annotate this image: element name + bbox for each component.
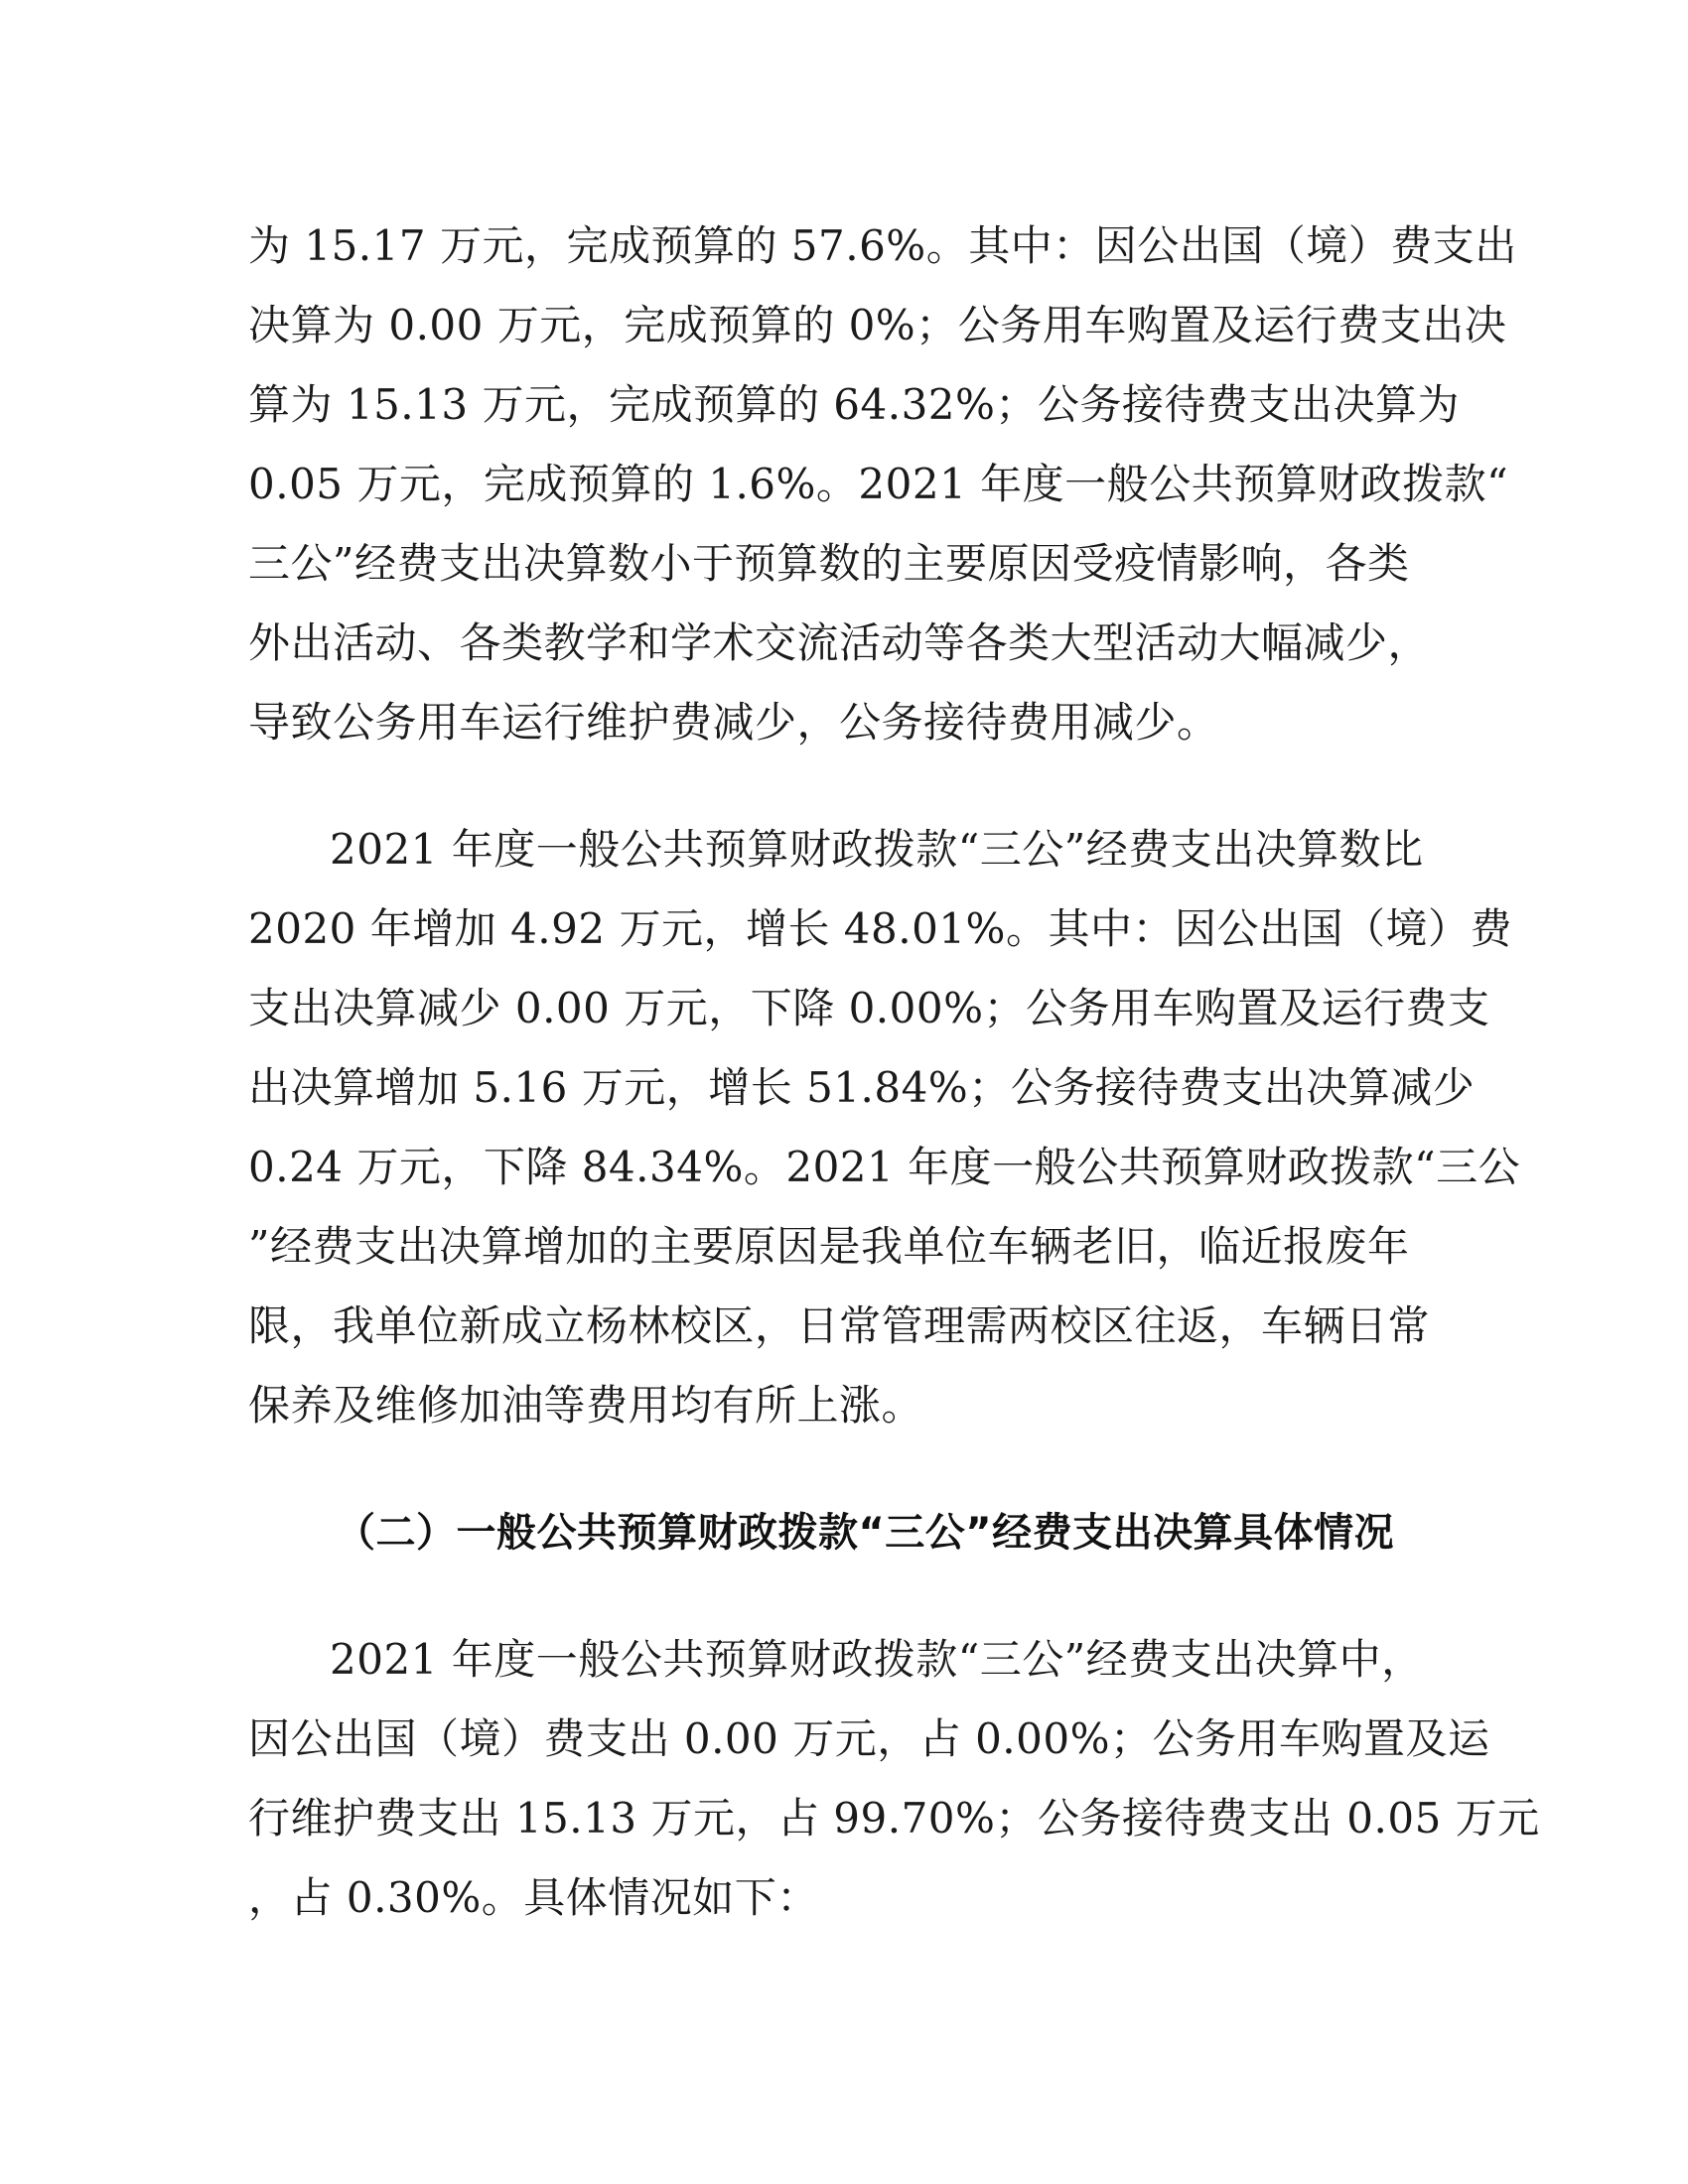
paragraph-1-line: 算为 15.13 万元，完成预算的 64.32%；公务接待费支出决算为 xyxy=(248,380,1460,429)
paragraph-2-line: 2020 年增加 4.92 万元，增长 48.01%。其中：因公出国（境）费 xyxy=(248,904,1512,953)
paragraph-2-line: 支出决算减少 0.00 万元，下降 0.00%；公务用车购置及运行费支 xyxy=(248,984,1490,1032)
paragraph-2-line: 保养及维修加油等费用均有所上涨。 xyxy=(248,1381,924,1430)
paragraph-1-line: 为 15.17 万元，完成预算的 57.6%。其中：因公出国（境）费支出 xyxy=(248,221,1517,270)
section-heading: （二）一般公共预算财政拨款“三公”经费支出决算具体情况 xyxy=(336,1510,1395,1556)
paragraph-3-line: 行维护费支出 15.13 万元，占 99.70%；公务接待费支出 0.05 万元 xyxy=(248,1794,1540,1843)
paragraph-3-line: 2021 年度一般公共预算财政拨款“三公”经费支出决算中， xyxy=(330,1635,1424,1684)
paragraph-3-line: ，占 0.30%。具体情况如下： xyxy=(248,1873,819,1922)
paragraph-1-line: 导致公务用车运行维护费减少，公务接待费用减少。 xyxy=(248,698,1219,747)
paragraph-2-line: 2021 年度一般公共预算财政拨款“三公”经费支出决算数比 xyxy=(330,825,1424,874)
paragraph-1-line: 三公”经费支出决算数小于预算数的主要原因受疫情影响，各类 xyxy=(248,539,1410,588)
paragraph-2-line: 0.24 万元，下降 84.34%。2021 年度一般公共预算财政拨款“三公 xyxy=(248,1143,1521,1191)
paragraph-1-line: 外出活动、各类教学和学术交流活动等各类大型活动大幅减少， xyxy=(248,618,1431,667)
paragraph-1-line: 0.05 万元，完成预算的 1.6%。2021 年度一般公共预算财政拨款“ xyxy=(248,460,1509,508)
paragraph-1-line: 决算为 0.00 万元，完成预算的 0%；公务用车购置及运行费支出决 xyxy=(248,301,1507,349)
paragraph-2-line: ”经费支出决算增加的主要原因是我单位车辆老旧，临近报废年 xyxy=(248,1222,1410,1271)
paragraph-3-line: 因公出国（境）费支出 0.00 万元，占 0.00%；公务用车购置及运 xyxy=(248,1714,1490,1763)
paragraph-2-line: 出决算增加 5.16 万元，增长 51.84%；公务接待费支出决算减少 xyxy=(248,1063,1476,1112)
paragraph-2-line: 限，我单位新成立杨林校区，日常管理需两校区往返，车辆日常 xyxy=(248,1301,1431,1350)
